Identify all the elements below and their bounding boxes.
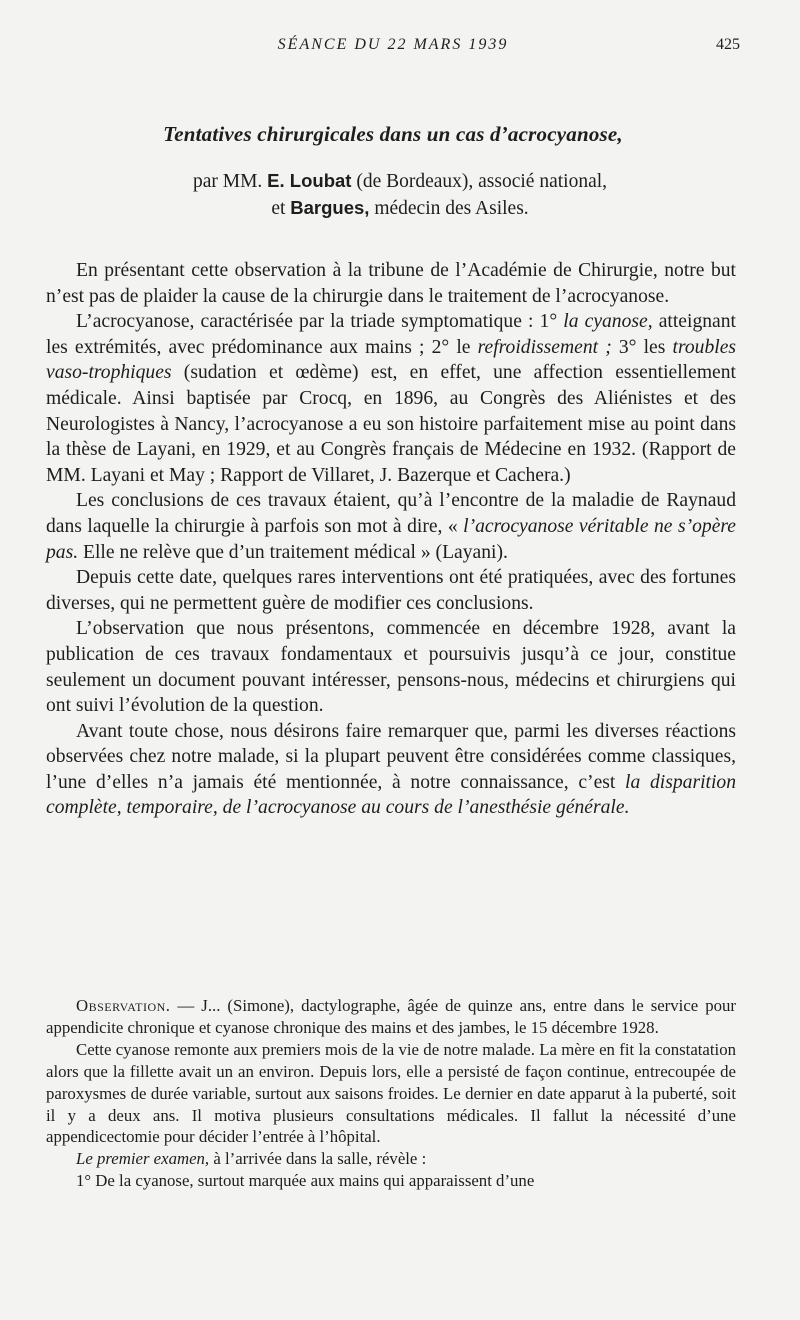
paragraph: [46, 488, 736, 565]
article-title: Tentatives chirurgicales dans un cas d’acrocyanose,: [163, 122, 623, 146]
italic-run: l’acrocyanose véritable ne s’opère pas.: [46, 515, 736, 563]
observation-paragraph: [46, 995, 736, 1039]
author-affiliation: médecin des Asiles.: [369, 198, 529, 219]
author-name: Bargues,: [290, 197, 370, 218]
italic-run: la cyanose,: [563, 311, 653, 333]
running-head: [0, 36, 800, 58]
text-run: L’acrocyanose, caractérisée par la triade symptomatique : 1°: [76, 311, 564, 333]
paragraph: Depuis cette date, quelques rares interventions ont été pratiquées, avec des fortunes diverses, qui ne permettent guère de modifier ces conclusions.: [46, 567, 736, 614]
observation-paragraph: Cette cyanose remonte aux premiers mois de la vie de notre malade. La mère en fit la constatation alors que la fillette avait un an environ. Depuis lors, elle a persisté de façon continue, entrecoupée de paroxysmes de durée variable, surtout aux saisons froides. Le dernier en date apparut à la puberté, soit il y a deux ans. Il motiva plusieurs consultations médicales. Il fallut la nécessité d’une appendicectomie pour décider l’entrée à l’hôpital.: [46, 1039, 736, 1147]
author-affiliation: (de Bordeaux), associé national,: [351, 171, 608, 192]
italic-run: refroidissement ;: [477, 336, 612, 358]
byline: [100, 168, 700, 222]
observation-paragraph: 1° De la cyanose, surtout marquée aux mains qui apparaissent d’une: [76, 1171, 535, 1191]
text-run: Avant toute chose, nous désirons faire remarquer que, parmi les diverses réactions observées chez notre malade, si la plupart peuvent être considérées comme classiques, l’une d’elles n’a jamais été mentionnée, à notre connaissance, c’est: [46, 720, 736, 793]
text-run: 3° les: [611, 336, 673, 358]
paragraph: En présentant cette observation à la tribune de l’Académie de Chirurgie, notre but n’est pas de plaider la cause de la chirurgie dans le traitement de l’acrocyanose.: [46, 260, 736, 307]
text-run: Les conclusions de ces travaux étaient, qu’à l’encontre de la maladie de Raynaud dans laquelle la chirurgie à parfois son mot à dire, «: [46, 490, 736, 537]
paragraph: L’observation que nous présentons, commencée en décembre 1928, avant la publication de ces travaux fondamentaux et poursuivis jusqu’à ce jour, constitue seulement un document pouvant intéresser, pensons-nous, médecins et chirurgiens qui ont suivi l’évolution de la question.: [46, 618, 736, 717]
article-body: [46, 258, 736, 821]
observation-section: [46, 995, 736, 1192]
text-run: à l’arrivée dans la salle, révèle :: [209, 1149, 427, 1169]
italic-run: la disparition complète, temporaire, de l’acrocyanose au cours de l’anesthésie générale.: [46, 771, 737, 819]
byline-line-1: [100, 168, 700, 195]
byline-prefix: par MM.: [192, 171, 268, 192]
observation-label: Observation.: [76, 996, 171, 1015]
byline-line-2: [100, 195, 700, 222]
italic-run: troubles vaso-trophiques: [46, 336, 737, 384]
running-title: SÉANCE DU 22 MARS 1939: [277, 36, 509, 53]
text-run: (sudation et œdème) est, en effet, une affection essentiellement médicale. Ainsi baptisée par Crocq, en 1896, au Congrès des Aliénistes et des Neurologistes à Nancy, l’acrocyanose a eu son histoire parfaitement mise au point dans la thèse de Layani, en 1929, et au Congrès français de Médecine en 1932. (Rapport de MM. Layani et May ; Rapport de Villaret, J. Bazerque et Cachera.): [46, 362, 736, 486]
paragraph: [46, 309, 736, 488]
paragraph: [46, 719, 736, 821]
text-run: — J... (Simone), dactylographe, âgée de quinze ans, entre dans le service pour appendicite chronique et cyanose chronique des mains et des jambes, le 15 décembre 1928.: [46, 996, 736, 1037]
byline-conjunction: et: [271, 198, 291, 219]
text-run: Elle ne relève que d’un traitement médical » (Layani).: [78, 541, 508, 563]
italic-run: Le premier examen,: [76, 1149, 210, 1169]
observation-paragraph: [46, 1148, 736, 1170]
author-name: E. Loubat: [267, 170, 352, 191]
page-number: 425: [716, 36, 740, 53]
text-run: atteignant les extrémités, avec prédominance aux mains ; 2° le: [46, 311, 736, 358]
